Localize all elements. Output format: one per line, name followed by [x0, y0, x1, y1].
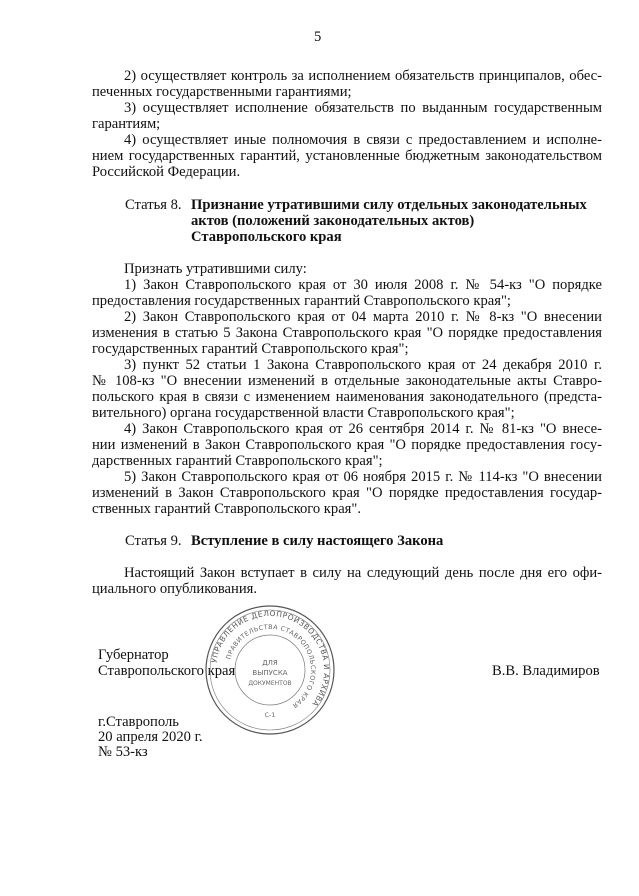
article8-item5-line2: изменений в Закон Ставропольского края "О порядке предоставления государ- [92, 485, 602, 501]
footer-city: г.Ставрополь [98, 714, 179, 730]
seal-inner-text: ПРАВИТЕЛЬСТВА СТАВРОПОЛЬСКОГО КРАЯ [224, 622, 318, 710]
seal-center-line1: ДЛЯ [262, 659, 278, 667]
signature-name: В.В. Владимиров [492, 663, 600, 679]
seal-outer-text: УПРАВЛЕНИЕ ДЕЛОПРОИЗВОДСТВА И АРХИВА [209, 608, 332, 709]
article9-text-line1: Настоящий Закон вступает в силу на следующий день после дня его офи- [124, 565, 602, 581]
article8-intro: Признать утратившими силу: [124, 261, 307, 277]
article8-title-line1: Признание утратившими силу отдельных законодательных [191, 197, 587, 213]
article7-item4-line1: 4) осуществляет иные полномочия в связи с предоставлением и исполне- [124, 132, 602, 148]
article8-item5-line3: ственных гарантий Ставропольского края". [92, 501, 361, 517]
article7-item3-line1: 3) осуществляет исполнение обязательств по выданным государственным [124, 100, 602, 116]
article9-label: Статья 9. [125, 533, 182, 549]
seal-center-line2: ВЫПУСКА [252, 669, 288, 677]
page-number: 5 [314, 29, 322, 45]
article8-item5-line1: 5) Закон Ставропольского края от 06 ноября 2015 г. № 114-кз "О внесении [124, 469, 602, 485]
seal-number: С-1 [264, 711, 276, 719]
article8-item3-line1: 3) пункт 52 статьи 1 Закона Ставропольского края от 24 декабря 2010 г. [124, 357, 602, 373]
article8-item2-line2: изменения в статью 5 Закона Ставропольского края "О порядке предоставления [92, 325, 602, 341]
article8-item1-line2: предоставления государственных гарантий Ставропольского края"; [92, 293, 511, 309]
article7-item2-line2: печенных государственными гарантиями; [92, 84, 352, 100]
article8-item2-line1: 2) Закон Ставропольского края от 04 марта 2010 г. № 8-кз "О внесении [124, 309, 602, 325]
article8-item4-line2: нии изменений в Закон Ставропольского края "О порядке предоставления госу- [92, 437, 602, 453]
article8-label: Статья 8. [125, 197, 182, 213]
article7-item4-line2: нием государственных гарантий, установленные бюджетным законодательством [92, 148, 602, 164]
article7-item2-line1: 2) осуществляет контроль за исполнением обязательств принципалов, обес- [124, 68, 602, 84]
article8-item2-line3: государственных гарантий Ставропольского края"; [92, 341, 409, 357]
article8-item3-line2: № 108-кз "О внесении изменений в отдельные законодательные акты Ставро- [92, 373, 602, 389]
signature-position-line1: Губернатор [98, 647, 169, 663]
article9-title: Вступление в силу настоящего Закона [191, 533, 444, 549]
article7-item3-line2: гарантиям; [92, 116, 161, 132]
seal-center-line3: ДОКУМЕНТОВ [248, 680, 292, 687]
article8-item4-line1: 4) Закон Ставропольского края от 26 сентября 2014 г. № 81-кз "О внесе- [124, 421, 602, 437]
article9-text-line2: циального опубликования. [92, 581, 258, 597]
article8-item1-line1: 1) Закон Ставропольского края от 30 июля 2008 г. № 54-кз "О порядке [124, 277, 602, 293]
article8-item4-line3: дарственных гарантий Ставропольского края"; [92, 453, 383, 469]
signature-position-line2: Ставропольского края [98, 663, 236, 679]
official-seal [203, 603, 337, 737]
article7-item4-line3: Российской Федерации. [92, 164, 241, 180]
article8-item3-line3: польского края в связи с изменением наименования законодательного (предста- [92, 389, 602, 405]
article8-title-line3: Ставропольского края [191, 229, 342, 245]
article8-title-line2: актов (положений законодательных актов) [191, 213, 475, 229]
footer-date: 20 апреля 2020 г. [98, 729, 203, 745]
article8-item3-line4: вительного) органа государственной власти Ставропольского края"; [92, 405, 515, 421]
footer-law-number: № 53-кз [98, 744, 148, 760]
